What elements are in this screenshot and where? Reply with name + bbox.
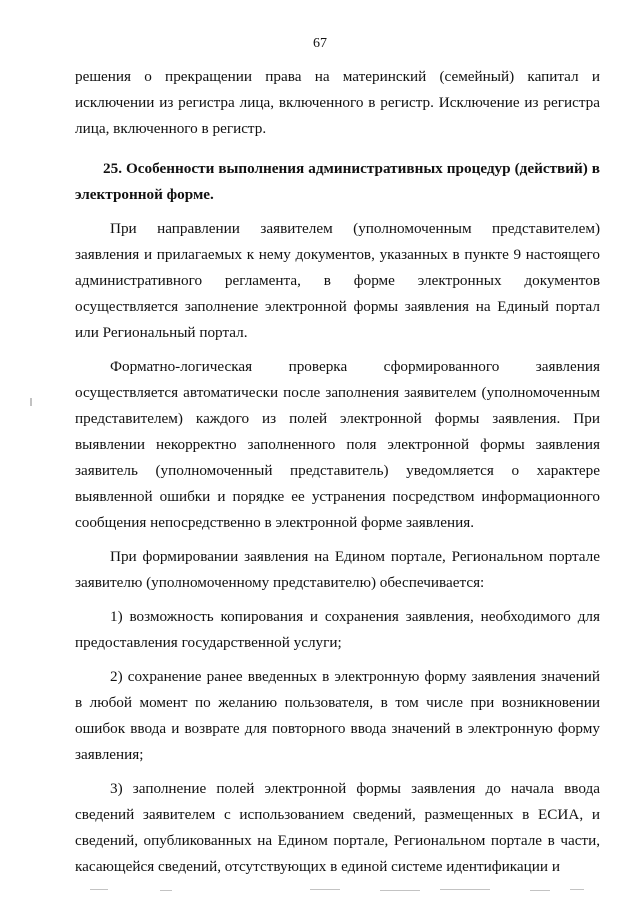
list-item-1: 1) возможность копирования и сохранения заявления, необходимого для предоставления государственной услуги; bbox=[75, 608, 600, 651]
list-item-2: 2) сохранение ранее введенных в электронную форму заявления значений в любой момент по желанию пользователя, в том числе при возникновении ошибок ввода и возврате для повторного ввода значений в электронную форму заявления; bbox=[75, 668, 600, 763]
paragraph-continuation: решения о прекращении права на материнский (семейный) капитал и исключении из регистра лица, включенного в регистр. Исключение из регистра лица, включенного в регистр. bbox=[75, 68, 600, 137]
paragraph-portal-features: При формировании заявления на Едином портале, Региональном портале заявителю (уполномоченному представителю) обеспечивается: bbox=[75, 548, 600, 591]
page-number: 67 bbox=[313, 36, 327, 51]
list-item-3: 3) заполнение полей электронной формы заявления до начала ввода сведений заявителем с использованием сведений, размещенных в ЕСИА, и сведений, опубликованных на Едином портале, Региональном портале в части, касающейся сведений, отсутствующих в единой системе идентификации и bbox=[75, 780, 600, 875]
paragraph-submission: При направлении заявителем (уполномоченным представителем) заявления и прилагаемых к нему документов, указанных в пункте 9 настоящего административного регламента, в форме электронных документов осуществляется заполнение электронной формы заявления на Единый портал или Региональный портал. bbox=[75, 220, 600, 341]
document-body bbox=[75, 64, 600, 880]
paragraph-validation: Форматно-логическая проверка сформированного заявления осуществляется автоматически после заполнения заявителем (уполномоченным представителем) каждого из полей электронной формы заявления. При выявлении некорректно заполненного поля электронной формы заявления заявитель (уполномоченный представитель) уведомляется о характере выявленной ошибки и порядке ее устранения посредством информационного сообщения непосредственно в электронной форме заявления. bbox=[75, 358, 600, 531]
scan-artifacts bbox=[0, 875, 640, 905]
section-heading: 25. Особенности выполнения административных процедур (действий) в электронной форме. bbox=[75, 160, 600, 203]
scan-margin-mark bbox=[30, 398, 32, 406]
